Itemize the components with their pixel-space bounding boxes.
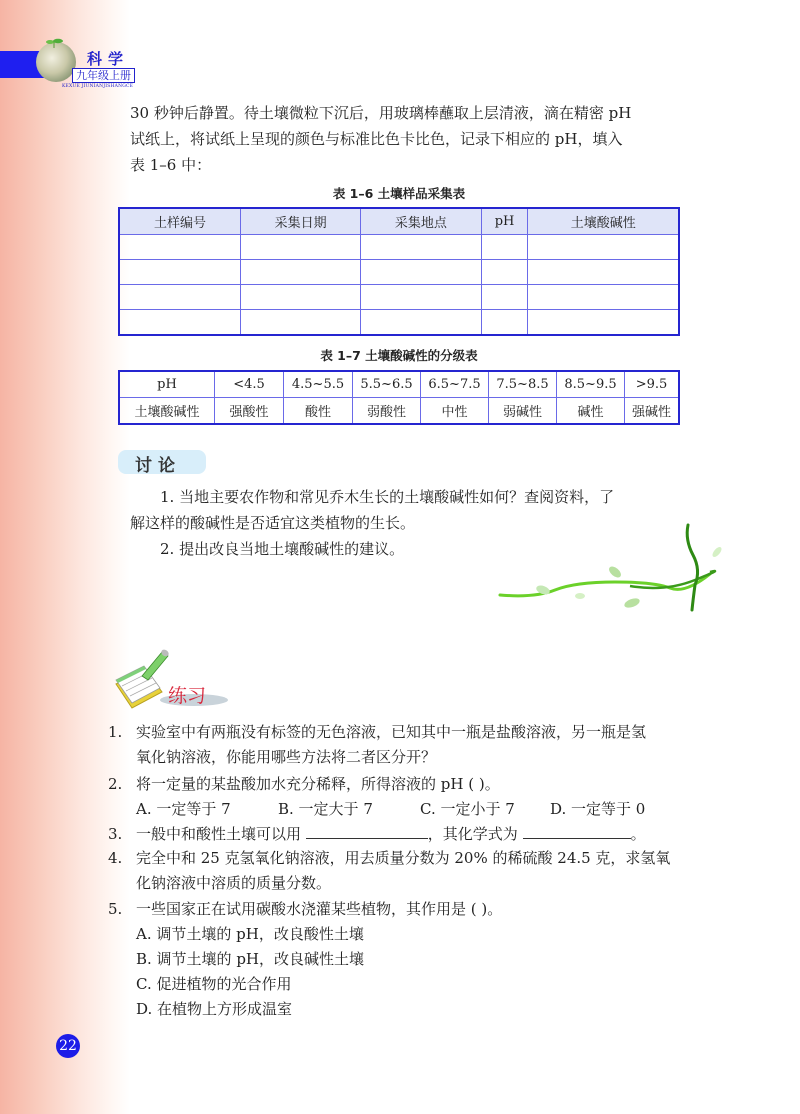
option-c: C. 促进植物的光合作用 xyxy=(136,975,292,993)
table-cell: 6.5~7.5 xyxy=(421,371,489,398)
table-cell: 8.5~9.5 xyxy=(557,371,625,398)
table-row xyxy=(119,235,679,260)
vine-decoration-icon xyxy=(495,510,725,620)
question-line: 实验室中有两瓶没有标签的无色溶液，已知其中一瓶是盐酸溶液，另一瓶是氢 xyxy=(136,723,647,741)
table-row xyxy=(119,310,679,336)
table-cell xyxy=(528,310,679,336)
column-header: pH xyxy=(481,208,528,235)
intro-paragraph xyxy=(130,100,675,178)
discussion-line: 1. 当地主要农作物和常见乔木生长的土壤酸碱性如何？查阅资料，了 xyxy=(160,488,615,506)
table-cell xyxy=(119,235,240,260)
soil-acidity-grading-table xyxy=(118,370,680,425)
answer-blank[interactable] xyxy=(306,824,428,839)
discussion-label xyxy=(118,450,206,474)
option-b: B. 一定大于 7 xyxy=(278,800,373,818)
page-number: 22 xyxy=(56,1034,80,1058)
table-cell: 土壤酸碱性 xyxy=(119,398,215,425)
table-cell: 酸性 xyxy=(284,398,353,425)
grade-label: 九年级上册 xyxy=(72,68,135,83)
table-cell: <4.5 xyxy=(215,371,284,398)
question-text xyxy=(136,720,691,770)
table-cell: 7.5~8.5 xyxy=(489,371,557,398)
table6-caption: 表 1–6 土壤样品采集表 xyxy=(332,186,466,201)
table-cell: 碱性 xyxy=(557,398,625,425)
question-text-part: ，其化学式为 xyxy=(427,825,523,843)
question-text xyxy=(136,846,691,896)
table-cell xyxy=(528,260,679,285)
sprout-icon xyxy=(44,38,64,48)
globe-icon xyxy=(36,42,76,82)
question-text: 一些国家正在试用碳酸水浇灌某些植物，其作用是 ( )。 xyxy=(136,900,503,918)
table-cell xyxy=(240,310,360,336)
table-cell xyxy=(119,285,240,310)
table-cell xyxy=(361,260,481,285)
discussion-line: 解这样的酸碱性是否适宜这类植物的生长。 xyxy=(130,514,416,532)
question-line: 完全中和 25 克氢氧化钠溶液，用去质量分数为 20% 的稀硫酸 24.5 克，求氢氧 xyxy=(136,849,671,867)
question-number: 1. xyxy=(108,723,123,741)
question-text-part: 。 xyxy=(630,825,646,843)
question-line: 化钠溶液中溶质的质量分数。 xyxy=(136,874,332,892)
option-b: B. 调节土壤的 pH，改良碱性土壤 xyxy=(136,950,365,968)
table-cell xyxy=(119,260,240,285)
table-cell: 强酸性 xyxy=(215,398,284,425)
table-cell: 强碱性 xyxy=(625,398,680,425)
table-cell xyxy=(361,285,481,310)
column-header: 采集地点 xyxy=(361,208,481,235)
column-header: 土壤酸碱性 xyxy=(528,208,679,235)
question-number: 2. xyxy=(108,775,123,793)
question-line: 氧化钠溶液，你能用哪些方法将二者区分开？ xyxy=(136,748,437,766)
question-options xyxy=(136,797,645,822)
intro-line: 试纸上，将试纸上呈现的颜色与标准比色卡比色，记录下相应的 pH，填入 xyxy=(130,130,623,148)
table-cell xyxy=(481,260,528,285)
table-cell: 4.5~5.5 xyxy=(284,371,353,398)
question-number: 3. xyxy=(108,825,123,843)
table-cell xyxy=(240,285,360,310)
table-cell xyxy=(528,285,679,310)
question-text: 将一定量的某盐酸加水充分稀释，所得溶液的 pH ( )。 xyxy=(136,775,500,793)
table-cell xyxy=(481,310,528,336)
table-cell xyxy=(361,310,481,336)
pinyin-label: KEXUE JIUNIANJISHANGCE xyxy=(62,84,134,89)
option-d: D. 在植物上方形成温室 xyxy=(136,1000,293,1018)
question-number: 4. xyxy=(108,849,123,867)
subject-title: 科学 xyxy=(87,50,130,68)
table-cell xyxy=(528,235,679,260)
table-cell xyxy=(240,235,360,260)
table-cell xyxy=(361,235,481,260)
column-header: 土样编号 xyxy=(119,208,240,235)
question-number: 5. xyxy=(108,900,123,918)
discussion-line: 2. 提出改良当地土壤酸碱性的建议。 xyxy=(160,540,405,558)
intro-line: 30 秒钟后静置。待土壤微粒下沉后，用玻璃棒蘸取上层清液，滴在精密 pH xyxy=(130,104,632,122)
table-row xyxy=(119,260,679,285)
question-text xyxy=(136,822,691,847)
table-cell xyxy=(481,285,528,310)
table7-caption: 表 1–7 土壤酸碱性的分级表 xyxy=(320,348,478,363)
table-cell: 弱酸性 xyxy=(353,398,421,425)
option-d: D. 一定等于 0 xyxy=(550,800,646,818)
exercise-label: 练习 xyxy=(168,685,207,707)
table-row xyxy=(119,398,679,425)
table-cell: pH xyxy=(119,371,215,398)
discussion-label-text: 讨论 xyxy=(135,456,181,476)
table-cell xyxy=(240,260,360,285)
table-cell: >9.5 xyxy=(625,371,680,398)
answer-blank[interactable] xyxy=(523,824,631,839)
soil-sample-table xyxy=(118,207,680,336)
table-cell xyxy=(119,310,240,336)
option-a: A. 一定等于 7 xyxy=(136,800,231,818)
table-cell: 5.5~6.5 xyxy=(353,371,421,398)
column-header: 采集日期 xyxy=(240,208,360,235)
option-c: C. 一定小于 7 xyxy=(420,800,515,818)
table-cell: 中性 xyxy=(421,398,489,425)
question-options xyxy=(136,922,364,1022)
table-header-row xyxy=(119,208,679,235)
question-text-part: 一般中和酸性土壤可以用 xyxy=(136,825,306,843)
table-row xyxy=(119,371,679,398)
table-row xyxy=(119,285,679,310)
table-cell: 弱碱性 xyxy=(489,398,557,425)
option-a: A. 调节土壤的 pH，改良酸性土壤 xyxy=(136,925,364,943)
intro-line: 表 1–6 中： xyxy=(130,156,212,174)
table-cell xyxy=(481,235,528,260)
